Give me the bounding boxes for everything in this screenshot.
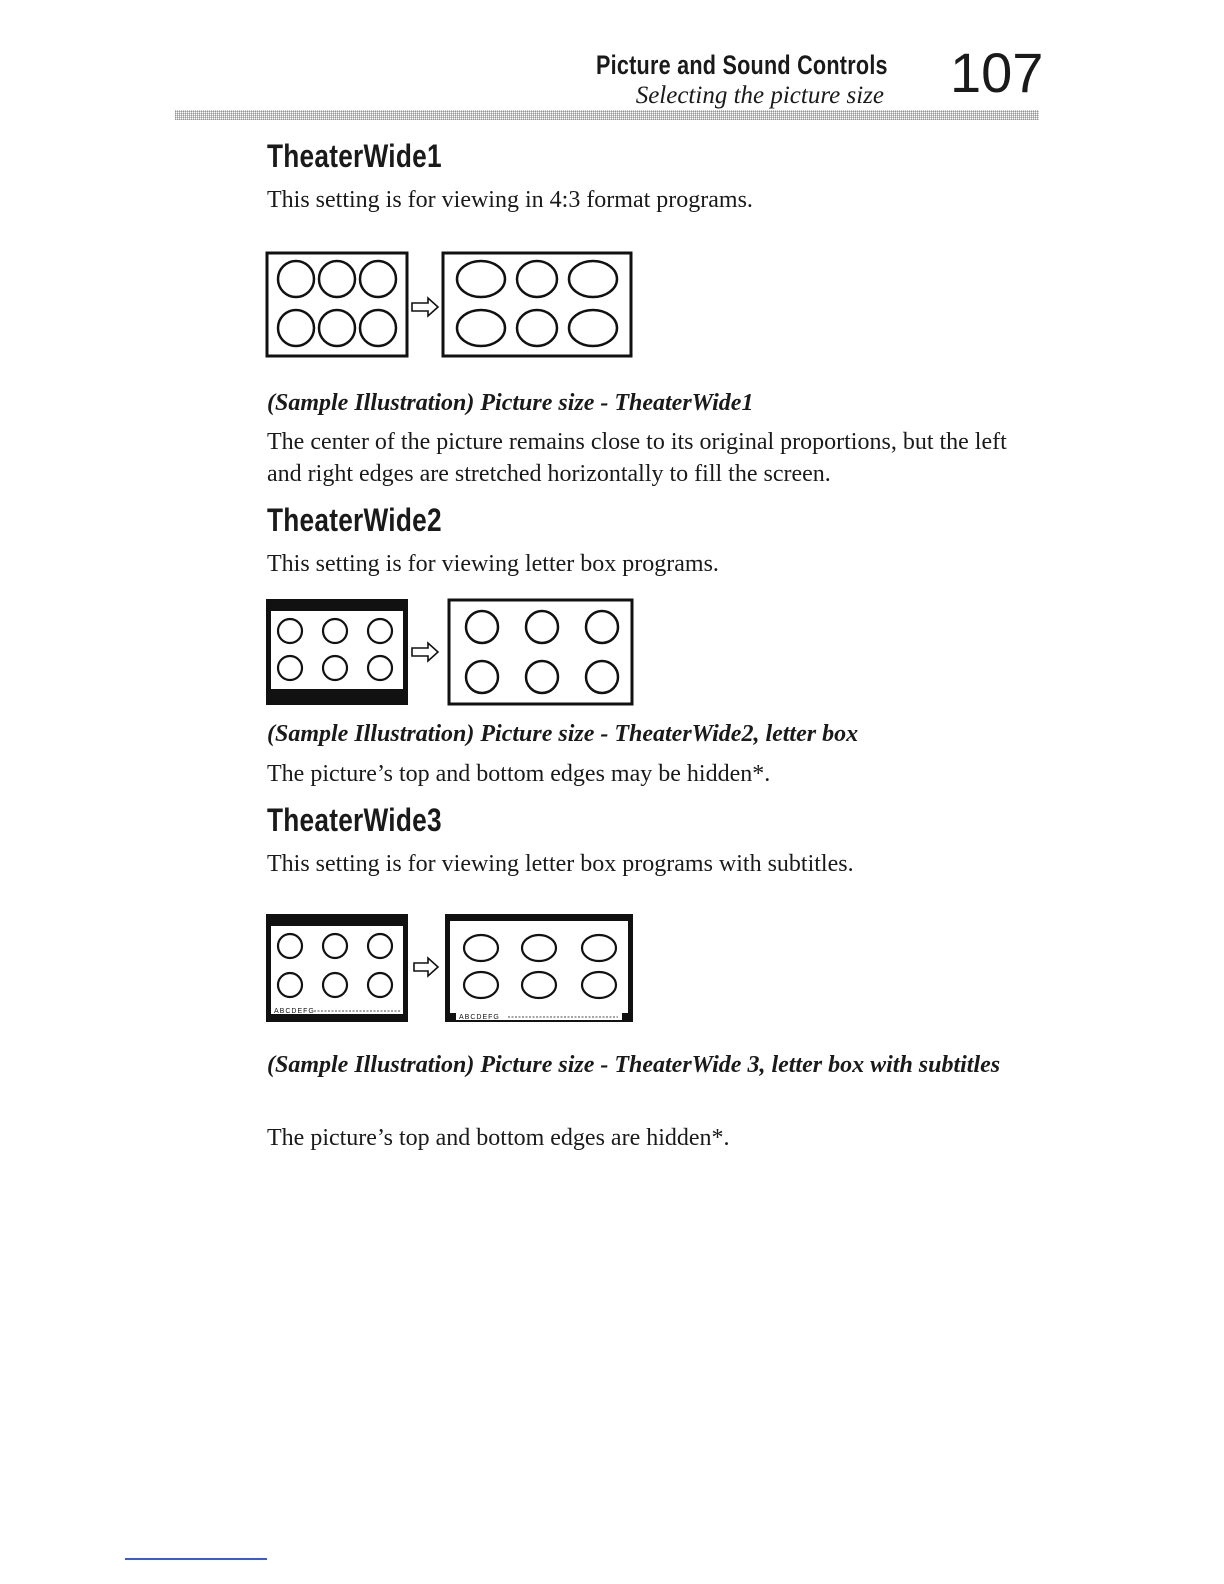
source-screen bbox=[266, 914, 408, 1022]
result-screen bbox=[445, 914, 633, 1022]
intro-theaterwide1: This setting is for viewing in 4:3 format programs. bbox=[267, 187, 753, 213]
source-screen bbox=[266, 599, 408, 705]
arrow-right-icon bbox=[412, 298, 438, 316]
heading-theaterwide1: TheaterWide1 bbox=[267, 138, 442, 174]
description-theaterwide1: The center of the picture remains close to its original proportions, but the left and right edges are stretched horizontally to fill the screen. bbox=[267, 429, 1007, 487]
result-screen bbox=[449, 600, 632, 704]
illustration-theaterwide3 bbox=[262, 912, 638, 1024]
arrow-right-icon bbox=[412, 643, 438, 661]
description-theaterwide3: The picture’s top and bottom edges are hidden*. bbox=[267, 1125, 730, 1151]
section-title: Selecting the picture size bbox=[635, 82, 884, 109]
caption-theaterwide2: (Sample Illustration) Picture size - TheaterWide2, letter box bbox=[267, 721, 859, 747]
intro-theaterwide2: This setting is for viewing letter box programs. bbox=[267, 551, 719, 577]
page-number: 107 bbox=[950, 41, 1044, 104]
footer-link-rule bbox=[125, 1558, 267, 1560]
description-theaterwide2: The picture’s top and bottom edges may be hidden*. bbox=[267, 761, 771, 787]
header-rule bbox=[175, 110, 1039, 120]
source-screen bbox=[267, 253, 407, 356]
chapter-title: Picture and Sound Controls bbox=[596, 50, 888, 80]
caption-theaterwide1: (Sample Illustration) Picture size - TheaterWide1 bbox=[267, 390, 754, 416]
caption-theaterwide3: (Sample Illustration) Picture size - TheaterWide 3, letter box with subtitles bbox=[267, 1052, 1001, 1078]
subtitle-text: ABCDEFG bbox=[274, 1008, 315, 1015]
subtitle-text: ABCDEFG bbox=[459, 1014, 500, 1021]
intro-theaterwide3: This setting is for viewing letter box programs with subtitles. bbox=[267, 851, 854, 877]
heading-theaterwide3: TheaterWide3 bbox=[267, 802, 442, 838]
illustration-theaterwide1 bbox=[262, 248, 638, 360]
arrow-right-icon bbox=[414, 958, 438, 976]
illustration-theaterwide2 bbox=[262, 597, 638, 709]
heading-theaterwide2: TheaterWide2 bbox=[267, 502, 442, 538]
result-screen bbox=[443, 253, 631, 356]
